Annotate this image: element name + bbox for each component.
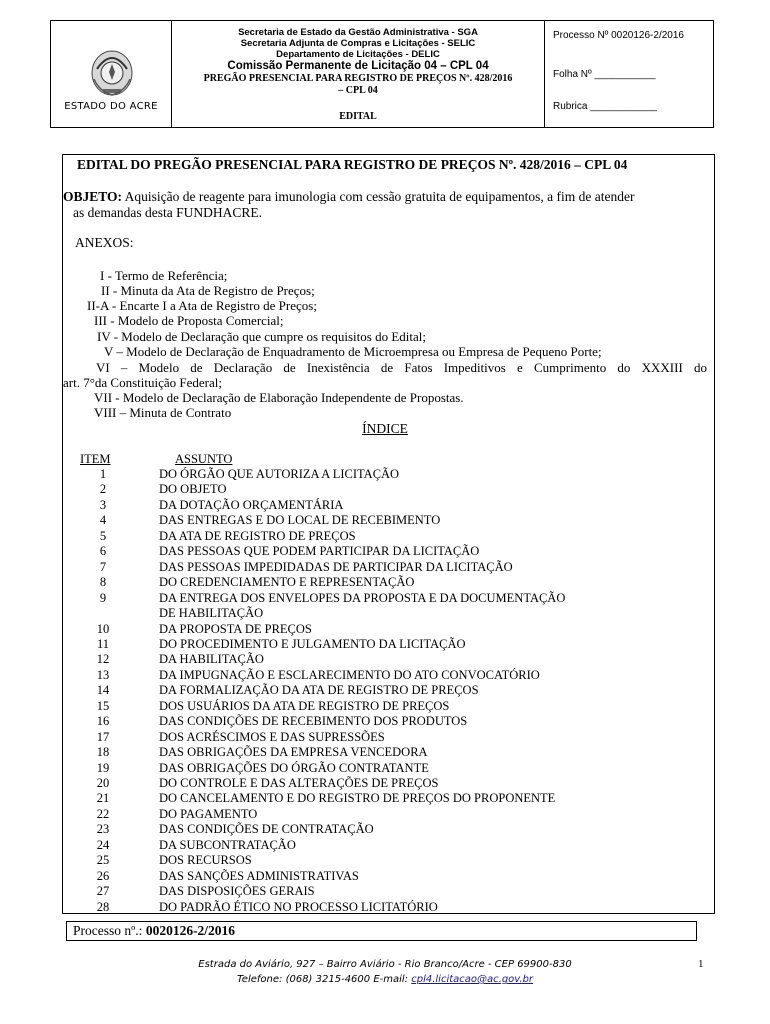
- indice-row: [63, 591, 707, 606]
- indice-item-subject: DO CREDENCIAMENTO E REPRESENTAÇÃO: [159, 575, 415, 590]
- anexo-item: I - Termo de Referência;: [100, 268, 228, 283]
- indice-row: [63, 807, 707, 822]
- header-meta-cell: [545, 21, 713, 127]
- indice-item-subject: DA FORMALIZAÇÃO DA ATA DE REGISTRO DE PREÇOS: [159, 683, 479, 698]
- indice-item-subject: DAS OBRIGAÇÕES DA EMPRESA VENCEDORA: [159, 745, 428, 760]
- indice-row: [63, 745, 707, 760]
- indice-row: [63, 498, 707, 513]
- anexo-item: II - Minuta da Ata de Registro de Preços;: [101, 283, 315, 298]
- state-coat-of-arms-icon: [89, 43, 135, 99]
- indice-item-subject: DO CONTROLE E DAS ALTERAÇÕES DE PREÇOS: [159, 776, 439, 790]
- indice-item-number: 7: [99, 559, 107, 574]
- indice-row: [63, 853, 707, 868]
- indice-row: [63, 575, 707, 590]
- header-logo-cell: [51, 21, 172, 127]
- indice-item-number: 13: [96, 667, 110, 682]
- indice-item-subject: DO PROCEDIMENTO E JULGAMENTO DA LICITAÇÃO: [159, 636, 466, 651]
- indice-item-subject: DAS ENTREGAS E DO LOCAL DE RECEBIMENTO: [159, 513, 441, 528]
- indice-row: [63, 652, 707, 667]
- footer-contact: [0, 974, 770, 985]
- indice-row: [63, 482, 707, 497]
- indice-item-number: 8: [99, 575, 107, 590]
- indice-row: [63, 884, 707, 899]
- indice-item-number: 6: [99, 544, 107, 559]
- indice-item-number: 1: [99, 467, 107, 481]
- indice-item-number: 26: [96, 868, 110, 883]
- header-title-cell: [172, 21, 545, 127]
- indice-item-subject: DA ENTREGA DOS ENVELOPES DA PROPOSTA E DA DOCUMENTAÇÃO: [159, 590, 566, 605]
- indice-row: [63, 699, 707, 714]
- indice-item-number: 22: [96, 806, 110, 821]
- indice-title: ÍNDICE: [362, 421, 408, 436]
- header-line-cpl04: – CPL 04: [338, 85, 378, 96]
- indice-item-number: 19: [96, 760, 110, 775]
- indice-item-number: 17: [96, 729, 110, 744]
- indice-item-number: 3: [99, 497, 107, 512]
- indice-item-number: 27: [96, 884, 110, 899]
- indice-item-subject: DA ATA DE REGISTRO DE PREÇOS: [159, 528, 356, 543]
- indice-item-subject: DAS PESSOAS QUE PODEM PARTICIPAR DA LICITAÇÃO: [159, 544, 480, 559]
- indice-item-subject: DAS SANÇÕES ADMINISTRATIVAS: [159, 868, 359, 883]
- page-number: 1: [698, 958, 704, 970]
- objeto-paragraph: [63, 189, 707, 221]
- indice-item-subject: DO CANCELAMENTO E DO REGISTRO DE PREÇOS DO PROPONENTE: [159, 791, 556, 806]
- process-number-label: Processo nº.:: [73, 923, 146, 938]
- anexos-label: ANEXOS:: [75, 235, 134, 250]
- indice-item-subject: DAS CONDIÇÕES DE RECEBIMENTO DOS PRODUTOS: [159, 714, 468, 729]
- indice-item-subject: DAS PESSOAS IMPEDIDADAS DE PARTICIPAR DA LICITAÇÃO: [159, 559, 513, 574]
- indice-row: [63, 622, 707, 637]
- indice-item-number: 5: [99, 528, 107, 543]
- indice-item-number: 20: [96, 776, 110, 790]
- indice-item-subject: DA PROPOSTA DE PREÇOS: [159, 621, 312, 636]
- indice-row: [63, 730, 707, 745]
- indice-item-subject: DAS CONDIÇÕES DE CONTRATAÇÃO: [159, 822, 374, 837]
- indice-item-subject: DOS USUÁRIOS DA ATA DE REGISTRO DE PREÇOS: [159, 698, 450, 713]
- indice-row: [63, 668, 707, 683]
- objeto-label: OBJETO:: [63, 189, 123, 204]
- header-line-cpl: Comissão Permanente de Licitação 04 – CPL 04: [227, 60, 489, 72]
- indice-item-subject: DA SUBCONTRATAÇÃO: [159, 837, 296, 852]
- footer-address: Estrada do Aviário, 927 – Bairro Aviário - Rio Branco/Acre - CEP 69900-830: [198, 959, 572, 970]
- indice-row: [63, 637, 707, 652]
- anexo-item: III - Modelo de Proposta Comercial;: [94, 313, 284, 328]
- indice-item-number: 24: [96, 837, 110, 852]
- indice-item-number: 9: [99, 590, 107, 605]
- indice-item-number: 18: [96, 745, 110, 760]
- anexo-item: VII - Modelo de Declaração de Elaboração Independente de Propostas.: [94, 390, 464, 405]
- indice-row: [63, 791, 707, 806]
- objeto-text-2: as demandas desta FUNDHACRE.: [73, 205, 262, 220]
- indice-item-subject: DA IMPUGNAÇÃO E ESCLARECIMENTO DO ATO CONVOCATÓRIO: [159, 667, 540, 682]
- indice-row: [63, 761, 707, 776]
- state-label: ESTADO DO ACRE: [64, 101, 158, 112]
- indice-item-subject: DE HABILITAÇÃO: [159, 606, 264, 621]
- edital-title: EDITAL DO PREGÃO PRESENCIAL PARA REGISTRO DE PREÇOS Nº. 428/2016 – CPL 04: [77, 157, 628, 172]
- header-line-pregao: PREGÃO PRESENCIAL PARA REGISTRO DE PREÇOS Nº. 428/2016: [203, 73, 513, 84]
- indice-item-subject: DO ÓRGÃO QUE AUTORIZA A LICITAÇÃO: [159, 467, 400, 481]
- anexo-item-continuation: art. 7°da Constituição Federal;: [63, 375, 222, 390]
- indice-row: [63, 869, 707, 884]
- header-rubrica: Rubrica ____________: [553, 101, 657, 112]
- header-line-selic: Secretaria Adjunta de Compras e Licitações - SELIC: [240, 38, 476, 49]
- indice-item-number: 23: [96, 822, 110, 837]
- indice-item-subject: DO PADRÃO ÉTICO NO PROCESSO LICITATÓRIO: [159, 899, 438, 914]
- indice-item-subject: DO PAGAMENTO: [159, 806, 258, 821]
- header-processo: Processo Nº 0020126-2/2016: [553, 30, 684, 41]
- anexo-item: VIII – Minuta de Contrato: [94, 405, 232, 420]
- indice-item-subject: DA DOTAÇÃO ORÇAMENTÁRIA: [159, 497, 344, 512]
- indice-item-subject: DOS ACRÉSCIMOS E DAS SUPRESSÕES: [159, 729, 385, 744]
- indice-row: [63, 822, 707, 837]
- indice-item-number: 12: [96, 652, 110, 667]
- anexo-item: VI – Modelo de Declaração de Inexistência de Fatos Impeditivos e Cumprimento do XXXIII do: [96, 360, 707, 375]
- indice-item-number: 10: [96, 621, 110, 636]
- indice-row: [63, 683, 707, 698]
- indice-item-subject: DAS OBRIGAÇÕES DO ÓRGÃO CONTRATANTE: [159, 760, 429, 775]
- anexo-item: IV - Modelo de Declaração que cumpre os requisitos do Edital;: [97, 329, 426, 344]
- objeto-text-1: Aquisição de reagente para imunologia com cessão gratuita de equipamentos, a fim de atender: [122, 189, 635, 204]
- document-header: [50, 20, 714, 128]
- edital-body-box: [62, 154, 715, 914]
- indice-row: [63, 900, 707, 915]
- indice-row: [63, 714, 707, 729]
- header-line-sga: Secretaria de Estado da Gestão Administrativa - SGA: [238, 27, 478, 38]
- footer-email-link[interactable]: cpl4.licitacao@ac.gov.br: [411, 974, 534, 985]
- indice-row: [63, 467, 707, 482]
- process-number-value: 0020126-2/2016: [145, 923, 236, 938]
- indice-item-number: 2: [99, 482, 107, 497]
- indice-row: [63, 513, 707, 528]
- indice-row: [63, 529, 707, 544]
- indice-row: [63, 560, 707, 575]
- header-line-edital: EDITAL: [339, 111, 377, 122]
- footer-phone: Telefone: (068) 3215-4600 E-mail:: [236, 974, 412, 985]
- header-line-delic: Departamento de Licitações - DELIC: [276, 49, 440, 60]
- indice-item-number: 14: [96, 683, 110, 698]
- indice-row: [63, 838, 707, 853]
- indice-item-number: 11: [96, 636, 110, 651]
- indice-item-number: 21: [96, 791, 110, 806]
- indice-header-assunto: ASSUNTO: [175, 452, 233, 466]
- indice-item-number: 25: [96, 853, 110, 868]
- indice-item-subject: DA HABILITAÇÃO: [159, 652, 264, 667]
- anexo-item: V – Modelo de Declaração de Enquadramento de Microempresa ou Empresa de Pequeno Porte;: [104, 344, 602, 359]
- indice-item-number: 15: [96, 698, 110, 713]
- process-number-box: [66, 921, 697, 941]
- indice-item-number: 28: [96, 899, 110, 914]
- anexo-item: II-A - Encarte I a Ata de Registro de Preços;: [87, 298, 317, 313]
- indice-item-subject: DO OBJETO: [159, 482, 227, 497]
- header-folha: Folha Nº ___________: [553, 69, 656, 80]
- indice-header-item: ITEM: [80, 452, 111, 466]
- indice-item-number: 16: [96, 714, 110, 729]
- indice-row: [63, 606, 707, 621]
- indice-item-number: 4: [99, 513, 107, 528]
- indice-item-subject: DAS DISPOSIÇÕES GERAIS: [159, 884, 315, 899]
- indice-item-subject: DOS RECURSOS: [159, 853, 252, 868]
- indice-row: [63, 544, 707, 559]
- indice-row: [63, 776, 707, 791]
